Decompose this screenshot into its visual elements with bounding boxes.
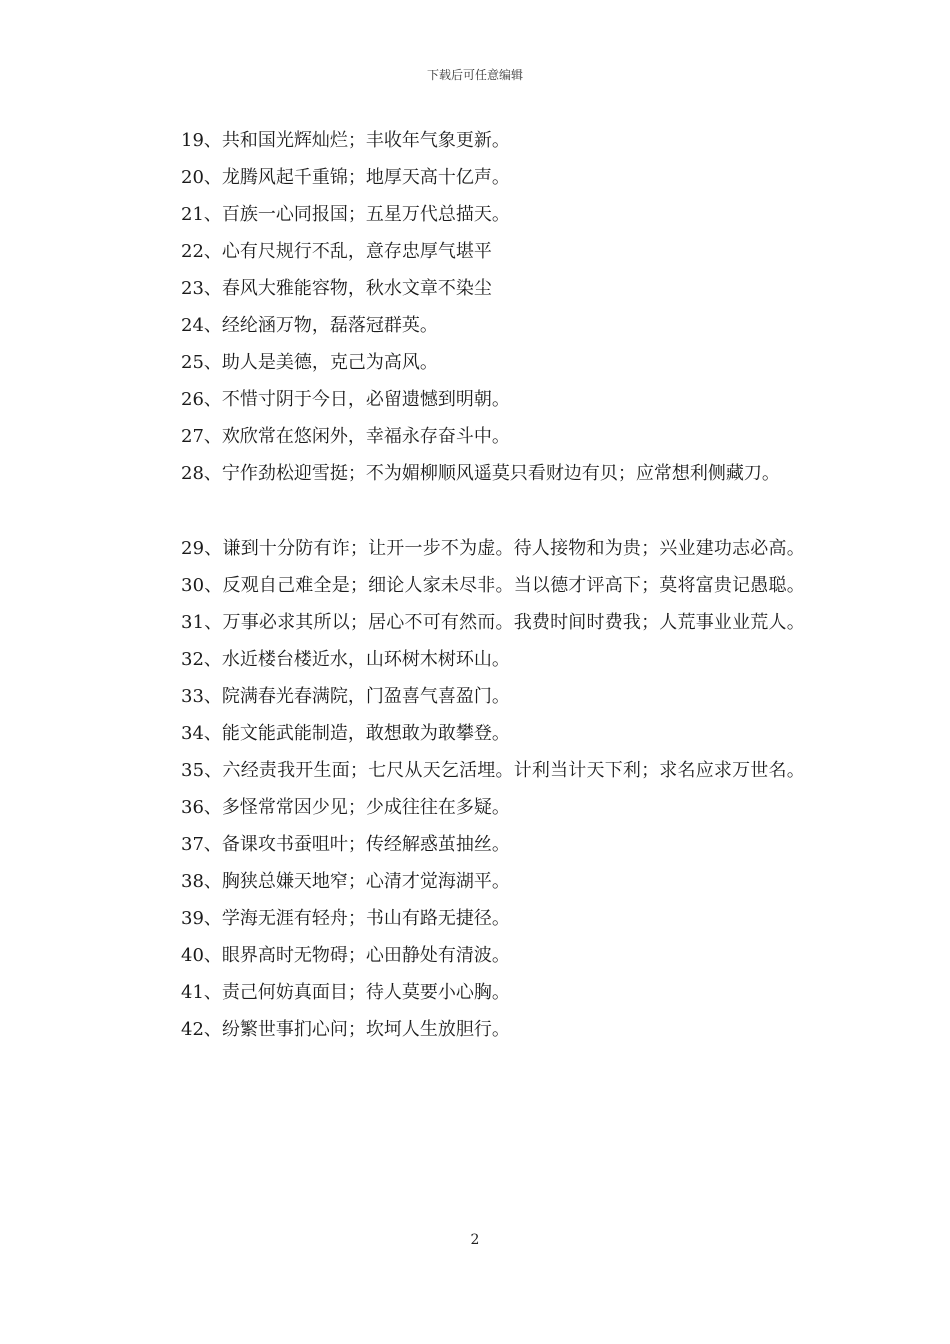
list-item: 20、龙腾风起千重锦；地厚天高十亿声。 bbox=[181, 167, 510, 188]
list-item: 27、欢欣常在悠闲外，幸福永存奋斗中。 bbox=[181, 426, 510, 447]
list-item: 29、谦到十分防有诈；让开一步不为虚。待人接物和为贵；兴业建功志必高。 bbox=[181, 538, 805, 559]
page-header: 下载后可任意编辑 bbox=[426, 68, 523, 82]
list-item: 42、纷繁世事扪心问；坎坷人生放胆行。 bbox=[181, 1019, 510, 1040]
list-item: 24、经纶涵万物，磊落冠群英。 bbox=[181, 315, 438, 336]
list-item: 38、胸狭总嫌天地窄；心清才觉海湖平。 bbox=[181, 871, 510, 892]
list-item: 19、共和国光辉灿烂；丰收年气象更新。 bbox=[181, 130, 510, 151]
list-item: 28、宁作劲松迎雪挺；不为媚柳顺风遥莫只看财边有贝；应常想利侧藏刀。 bbox=[181, 463, 780, 484]
list-item: 30、反观自己难全是；细论人家未尽非。当以德才评高下；莫将富贵记愚聪。 bbox=[181, 575, 805, 596]
document-body bbox=[143, 122, 823, 1048]
list-item: 33、院满春光春满院，门盈喜气喜盈门。 bbox=[181, 686, 510, 707]
list-item: 25、助人是美德，克己为高风。 bbox=[181, 352, 438, 373]
list-item: 41、责己何妨真面目；待人莫要小心胸。 bbox=[181, 982, 510, 1003]
list-item: 34、能文能武能制造，敢想敢为敢攀登。 bbox=[181, 723, 510, 744]
list-item: 32、水近楼台楼近水，山环树木树环山。 bbox=[181, 649, 510, 670]
list-item: 40、眼界高时无物碍；心田静处有清波。 bbox=[181, 945, 510, 966]
list-item: 31、万事必求其所以；居心不可有然而。我费时间时费我；人荒事业业荒人。 bbox=[181, 612, 805, 633]
list-item: 35、六经责我开生面；七尺从天乞活埋。计利当计天下利；求名应求万世名。 bbox=[181, 760, 805, 781]
page-number: 2 bbox=[470, 1232, 480, 1248]
list-item: 36、多怪常常因少见；少成往往在多疑。 bbox=[181, 797, 510, 818]
paragraph-gap bbox=[143, 492, 823, 530]
list-item: 26、不惜寸阴于今日，必留遗憾到明朝。 bbox=[181, 389, 510, 410]
list-item: 23、春风大雅能容物，秋水文章不染尘 bbox=[181, 278, 492, 299]
list-item: 22、心有尺规行不乱，意存忠厚气堪平 bbox=[181, 241, 492, 262]
list-item: 21、百族一心同报国；五星万代总描天。 bbox=[181, 204, 510, 225]
list-item: 37、备课攻书蚕咀叶；传经解惑茧抽丝。 bbox=[181, 834, 510, 855]
list-item: 39、学海无涯有轻舟；书山有路无捷径。 bbox=[181, 908, 510, 929]
